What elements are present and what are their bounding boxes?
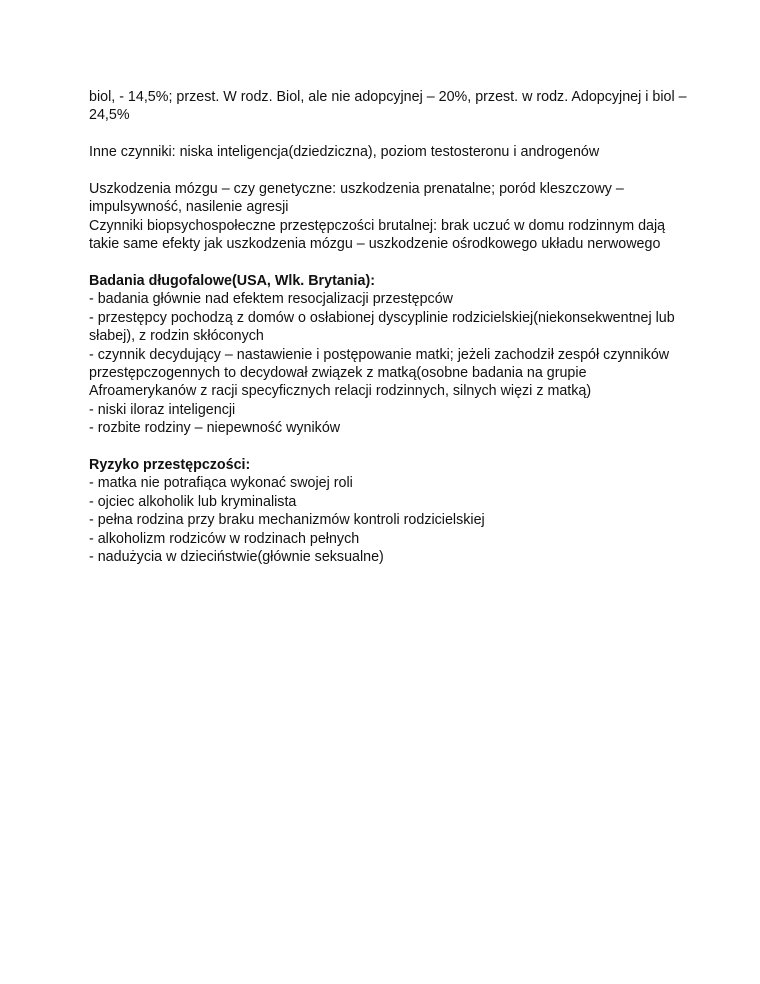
paragraph-spacer: [89, 438, 689, 456]
paragraph-adoption-statistics: [89, 88, 689, 125]
list-item: słabej), z rodzin skłóconych: [89, 328, 264, 345]
text-line: impulsywność, nasilenie agresji: [89, 199, 289, 216]
section-heading: Ryzyko przestępczości:: [89, 457, 251, 474]
paragraph-brain-damage: [89, 180, 689, 254]
paragraph-spacer: [89, 125, 689, 143]
document-body: [89, 88, 689, 567]
list-item: - matka nie potrafiąca wykonać swojej roli: [89, 475, 353, 492]
list-item: - badania głównie nad efektem resocjalizacji przestępców: [89, 291, 453, 308]
text-line: Inne czynniki: niska inteligencja(dziedziczna), poziom testosteronu i androgenów: [89, 144, 600, 161]
section-crime-risk: [89, 456, 689, 566]
text-line: Czynniki biopsychospołeczne przestępczości brutalnej: brak uczuć w domu rodzinnym dają: [89, 217, 666, 234]
list-item: - przestępcy pochodzą z domów o osłabionej dyscyplinie rodzicielskiej(niekonsekwentnej lub: [89, 309, 675, 326]
paragraph-other-factors: [89, 143, 689, 161]
list-item: przestępczogennych to decydował związek z matką(osobne badania na grupie: [89, 365, 587, 382]
list-item: - czynnik decydujący – nastawienie i postępowanie matki; jeżeli zachodził zespół czynników: [89, 346, 670, 363]
section-longitudinal-studies: [89, 272, 689, 438]
paragraph-spacer: [89, 254, 689, 272]
text-line: 24,5%: [89, 107, 130, 124]
paragraph-spacer: [89, 162, 689, 180]
list-item: - pełna rodzina przy braku mechanizmów kontroli rodzicielskiej: [89, 512, 485, 529]
text-line: Uszkodzenia mózgu – czy genetyczne: uszkodzenia prenatalne; poród kleszczowy –: [89, 181, 624, 197]
list-item: - ojciec alkoholik lub kryminalista: [89, 493, 297, 510]
list-item: - nadużycia w dzieciństwie(głównie seksualne): [89, 549, 384, 566]
text-line: takie same efekty jak uszkodzenia mózgu – uszkodzenie ośrodkowego układu nerwowego: [89, 236, 661, 253]
section-heading: Badania długofalowe(USA, Wlk. Brytania):: [89, 273, 375, 290]
list-item: - niski iloraz inteligencji: [89, 401, 236, 418]
list-item: Afroamerykanów z racji specyficznych relacji rodzinnych, silnych więzi z matką): [89, 383, 592, 400]
list-item: - alkoholizm rodziców w rodzinach pełnych: [89, 530, 360, 547]
list-item: - rozbite rodziny – niepewność wyników: [89, 420, 341, 437]
text-line: biol, - 14,5%; przest. W rodz. Biol, ale nie adopcyjnej – 20%, przest. w rodz. Adopcyjnej i biol –: [89, 89, 687, 105]
